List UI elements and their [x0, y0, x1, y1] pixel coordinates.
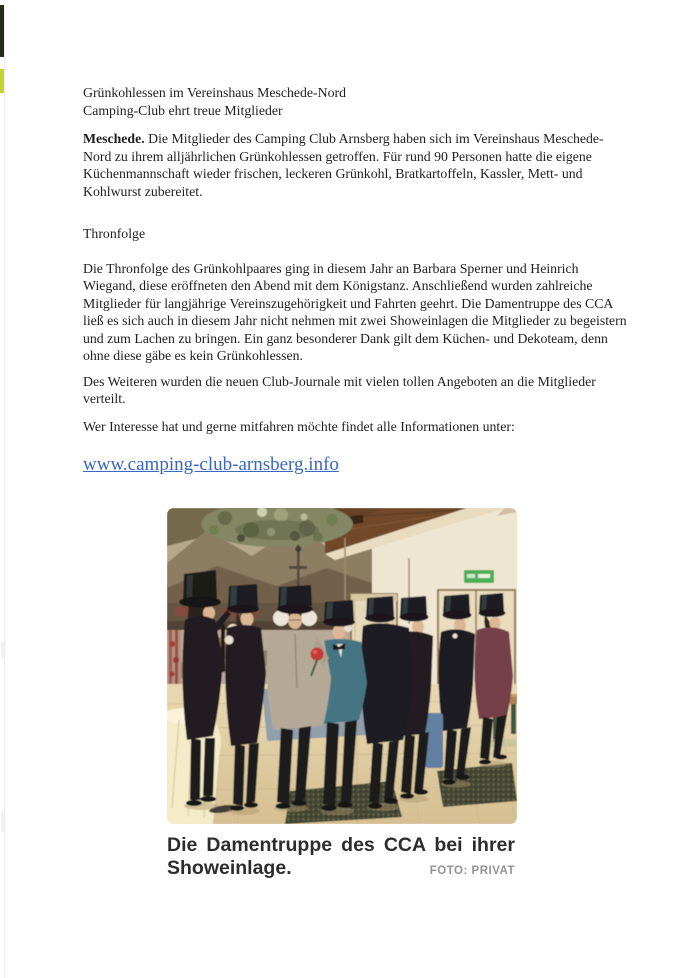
- photo-caption-line1: Die Damentruppe des CCA bei ihrer: [167, 834, 515, 856]
- article-title-line2: Camping-Club ehrt treue Mitglieder: [83, 102, 283, 118]
- paragraph-club-journale: Des Weiteren wurden die neuen Club-Journale mit vielen tollen Angeboten an die Mitglieder verteilt.: [83, 373, 596, 406]
- photo-caption: [167, 833, 515, 881]
- website-link[interactable]: www.camping-club-arnsberg.info: [83, 454, 339, 475]
- subheading-thronfolge: Thronfolge: [83, 226, 146, 241]
- photo-caption-line2: Showeinlage.: [167, 857, 292, 879]
- scan-artifact-dark: [0, 5, 4, 57]
- article-figure: [167, 508, 517, 881]
- photo-illustration: [167, 508, 517, 824]
- paragraph-thronfolge: Die Thronfolge des Grünkohlpaares ging in diesem Jahr an Barbara Sperner und Heinrich Wiegand, diese eröffneten den Abend mit dem Königstanz. Anschließend wurden zahlreiche Mitglieder für langjährige Vereinszugehörigkeit und Fahrten geehrt. Die Damentruppe des CCA ließ es sich auch in diesem Jahr nicht nehmen mit zwei Showeinlagen die Mitglieder zu begeistern und zum Lachen zu bringen. Ein ganz besonderer Dank gilt dem Küchen- und Dekoteam, denn ohne diese gäbe es kein Grünkohlessen.: [83, 260, 627, 363]
- article-photo: [167, 508, 517, 824]
- scan-smudge: [1, 812, 4, 832]
- scan-artifact-yellow: [0, 69, 4, 93]
- photo-credit: FOTO: PRIVAT: [429, 865, 515, 877]
- scan-edge-line: [4, 0, 5, 978]
- paragraph-intro-text: Die Mitglieder des Camping Club Arnsberg haben sich im Vereinshaus Meschede-Nord zu ihrem alljährlichen Grünkohlessen getroffen. Für rund 90 Personen hatte die eigene Küchenmannschaft wieder frischen, leckeren Grünkohl, Bratkartoffeln, Kassler, Mett- und Kohlwurst zubereitet.: [83, 131, 604, 199]
- paragraph-info-hinweis: Wer Interesse hat und gerne mitfahren möchte findet alle Informationen unter:: [83, 418, 515, 434]
- scan-smudge: [1, 642, 4, 658]
- paragraph-intro: [83, 130, 628, 200]
- article-title-line1: Grünkohlessen im Vereinshaus Meschede-Nord: [83, 85, 346, 100]
- article-body: [83, 84, 628, 881]
- paragraph-lead-meschede: Meschede.: [83, 131, 145, 146]
